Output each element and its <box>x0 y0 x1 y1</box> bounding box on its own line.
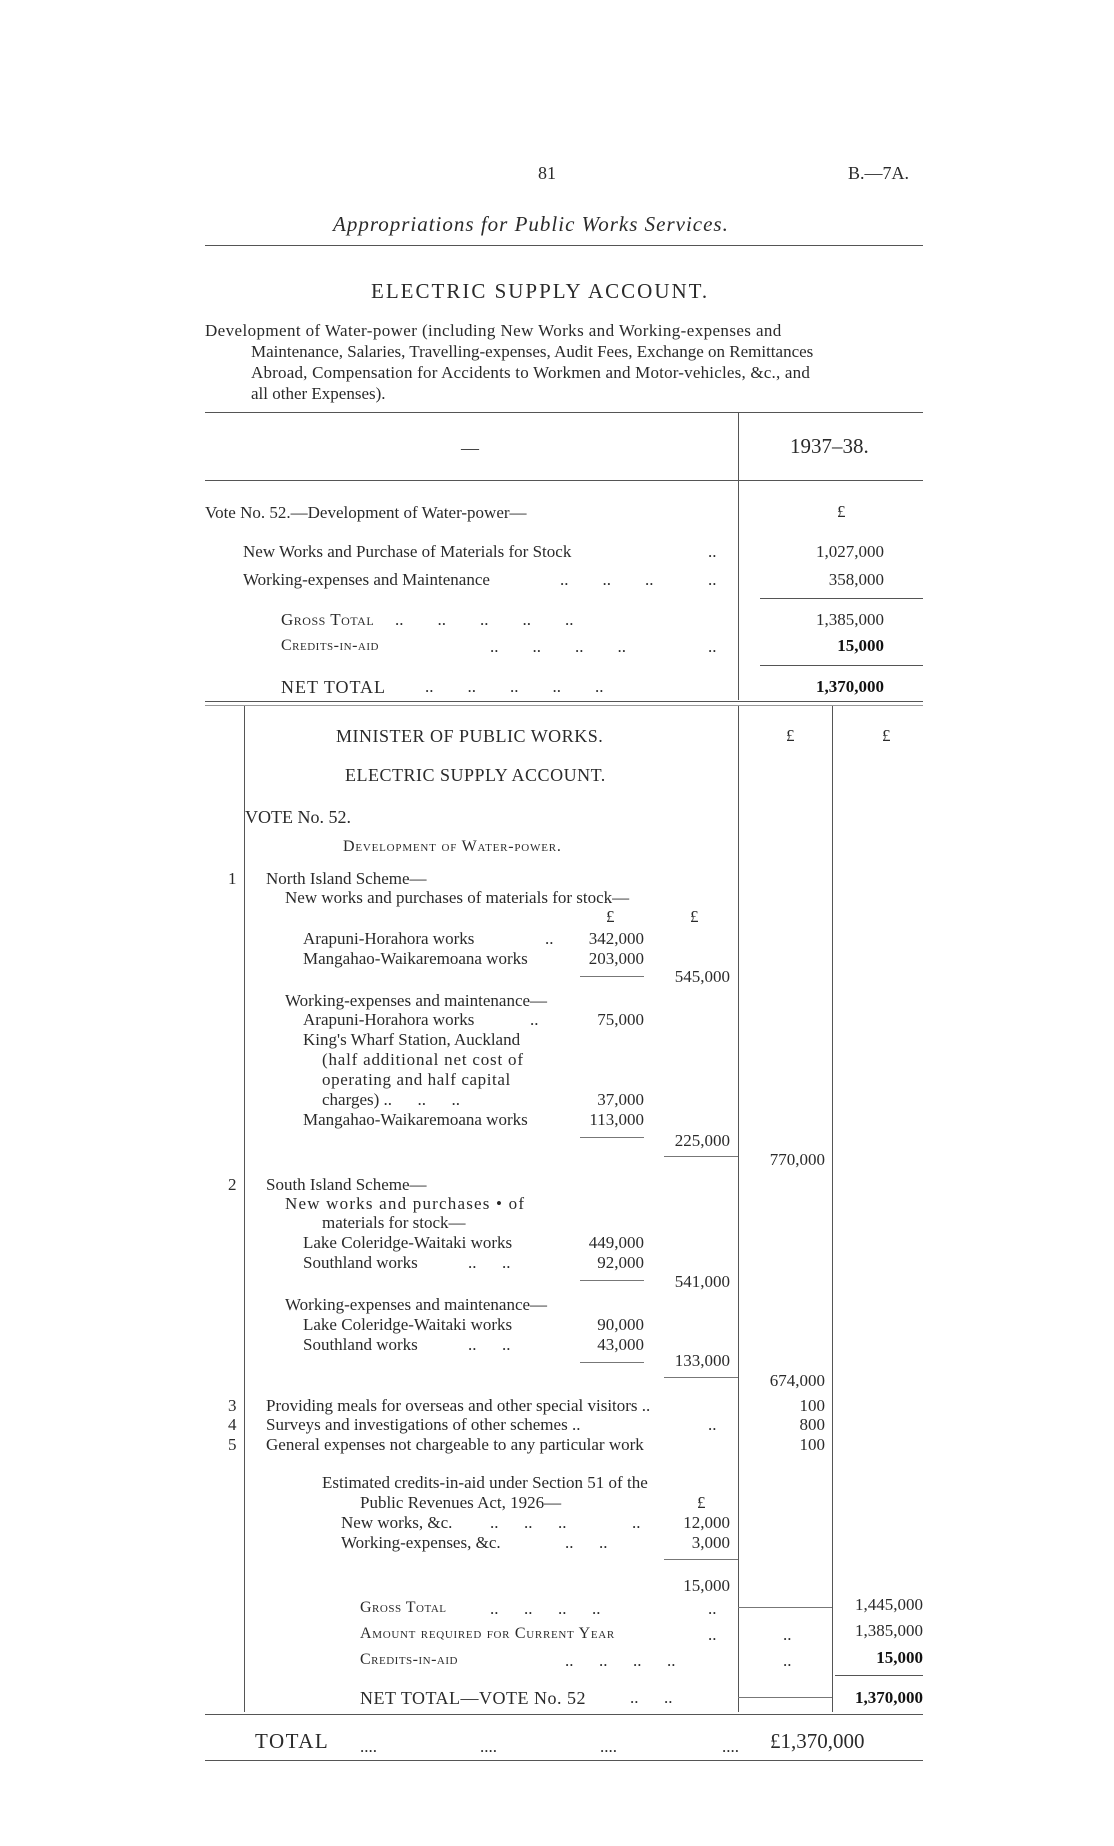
detail-gross-total-leader-end: .. <box>708 1599 717 1618</box>
item-4-label: Surveys and investigations of other schemes .. <box>266 1415 581 1434</box>
detail-gross-total-value: 1,445,000 <box>855 1595 923 1614</box>
summary-row-working-expenses-leader-end: .. <box>708 570 717 589</box>
item-4-leader: .. <box>708 1415 717 1434</box>
credits-note-new-works-label: New works, &c. <box>341 1513 453 1532</box>
grand-total-label: TOTAL <box>255 1729 330 1753</box>
credits-note-new-works-value: 12,000 <box>683 1513 730 1532</box>
summary-credits-leader: .. .. .. .. <box>490 637 626 656</box>
item-1-col2-rule <box>664 1156 738 1157</box>
detail-credits-leader: .. .. .. .. <box>565 1651 676 1670</box>
detail-gross-rule <box>738 1607 832 1608</box>
description-line-4: all other Expenses). <box>251 384 386 403</box>
detail-heading-minister: MINISTER OF PUBLIC WORKS. <box>336 726 604 746</box>
summary-row-new-works-leader: .. <box>708 542 717 561</box>
item-1-mangahao-nw-value: 203,000 <box>588 949 644 968</box>
detail-col3-divider <box>738 706 739 1712</box>
item-2-we-label: Working-expenses and maintenance— <box>285 1295 548 1314</box>
item-1-kings-line-3: operating and half capital <box>322 1070 511 1089</box>
detail-net-total-leader: .. .. <box>630 1688 673 1707</box>
detail-col4-currency: £ <box>882 726 891 745</box>
credits-note-total: 15,000 <box>683 1576 730 1595</box>
grand-total-value: £1,370,000 <box>770 1729 865 1753</box>
summary-row-working-expenses-label: Working-expenses and Maintenance <box>243 570 490 589</box>
description-line-1: Development of Water-power (including New Works and Working-expenses and <box>205 321 782 340</box>
item-1-arapuni-we-leader: .. <box>530 1010 539 1029</box>
item-2-southland-nw-label: Southland works <box>303 1253 418 1272</box>
item-1-we-rule <box>580 1137 644 1138</box>
credits-note-we-label: Working-expenses, &c. <box>341 1533 501 1552</box>
item-1-mangahao-we-label: Mangahao-Waikaremoana works <box>303 1110 528 1129</box>
item-2-southland-we-leader: .. .. <box>468 1335 511 1354</box>
item-2-southland-we-value: 43,000 <box>597 1335 644 1354</box>
summary-net-total-leader: .. .. .. .. .. <box>425 677 604 696</box>
summary-credits-leader-end: .. <box>708 637 717 656</box>
detail-amount-required-label: Amount required for Current Year <box>360 1625 615 1642</box>
item-2-new-works-line-1: New works and purchases • of <box>285 1194 526 1213</box>
description-line-2: Maintenance, Salaries, Travelling-expenses, Audit Fees, Exchange on Remittances <box>251 342 814 361</box>
detail-number-column-divider <box>244 706 245 1712</box>
title-rule <box>205 245 923 246</box>
credits-note-line-1: Estimated credits-in-aid under Section 51 of the <box>322 1473 648 1492</box>
summary-net-total-value: 1,370,000 <box>816 677 884 696</box>
summary-row-new-works-value: 1,027,000 <box>816 542 884 561</box>
item-2-we-rule <box>580 1362 644 1363</box>
grand-total-leader-2: .... <box>480 1737 497 1756</box>
summary-gross-total-value: 1,385,000 <box>816 610 884 629</box>
item-2-new-works-total: 541,000 <box>674 1272 730 1291</box>
item-2-southland-we-label: Southland works <box>303 1335 418 1354</box>
item-5-label: General expenses not chargeable to any particular work <box>266 1435 644 1454</box>
page-title: Appropriations for Public Works Services. <box>333 212 729 236</box>
item-3-value: 100 <box>799 1396 825 1415</box>
item-1-sub-currency-1: £ <box>606 907 615 926</box>
item-2-coleridge-nw-value: 449,000 <box>588 1233 644 1252</box>
description-line-3: Abroad, Compensation for Accidents to Workmen and Motor-vehicles, &c., and <box>251 363 811 382</box>
detail-vote: VOTE No. 52. <box>245 807 351 827</box>
summary-credits-label: Credits-in-aid <box>281 637 379 654</box>
item-1-sub-currency-2: £ <box>690 907 699 926</box>
detail-amount-required-leader: .. <box>708 1625 717 1644</box>
item-1-arapuni-we-value: 75,000 <box>597 1010 644 1029</box>
item-1-we-label: Working-expenses and maintenance— <box>285 991 548 1010</box>
detail-credits-label: Credits-in-aid <box>360 1651 458 1668</box>
item-4-value: 800 <box>799 1415 825 1434</box>
detail-subheading: Development of Water-power. <box>343 838 562 855</box>
summary-currency: £ <box>837 502 846 521</box>
summary-col-year-header: 1937–38. <box>790 434 869 458</box>
summary-net-rule <box>760 665 923 666</box>
grand-total-bottom-rule <box>205 1760 923 1761</box>
item-1-new-works-total: 545,000 <box>674 967 730 986</box>
item-5-value: 100 <box>799 1435 825 1454</box>
credits-note-currency: £ <box>697 1493 706 1512</box>
detail-net-rule <box>835 1675 923 1676</box>
item-1-kings-line-4: charges) .. .. .. <box>322 1090 461 1109</box>
item-1-arapuni-nw-value: 342,000 <box>588 929 644 948</box>
item-2-southland-nw-value: 92,000 <box>597 1253 644 1272</box>
item-1-mangahao-nw-label: Mangahao-Waikaremoana works <box>303 949 528 968</box>
detail-gross-total-leader: .. .. .. .. <box>490 1599 601 1618</box>
credits-note-we-leader: .. .. <box>565 1533 608 1552</box>
detail-bottom-rule <box>205 1714 923 1715</box>
detail-heading-account: ELECTRIC SUPPLY ACCOUNT. <box>345 765 606 785</box>
item-2-southland-nw-leader: .. .. <box>468 1253 511 1272</box>
item-1-arapuni-nw-label: Arapuni-Horahora works <box>303 929 475 948</box>
detail-amount-required-value: 1,385,000 <box>855 1621 923 1640</box>
summary-row-working-expenses-leader: .. .. .. <box>560 570 654 589</box>
credits-note-new-works-leader: .. .. .. <box>490 1513 567 1532</box>
item-1-we-total: 225,000 <box>674 1131 730 1150</box>
item-1-scheme-total: 770,000 <box>769 1150 825 1169</box>
summary-col-left-header: — <box>461 438 479 458</box>
summary-bottom-rule-2 <box>205 705 923 706</box>
summary-column-divider <box>738 412 739 700</box>
summary-heading: ELECTRIC SUPPLY ACCOUNT. <box>371 279 710 303</box>
item-1-arapuni-we-label: Arapuni-Horahora works <box>303 1010 475 1029</box>
document-reference: B.—7A. <box>848 163 910 183</box>
item-4-number: 4 <box>228 1415 237 1434</box>
grand-total-leader-4: .... <box>722 1737 739 1756</box>
item-2-we-total: 133,000 <box>674 1351 730 1370</box>
item-1-new-works-label: New works and purchases of materials for stock— <box>285 888 630 907</box>
summary-credits-value: 15,000 <box>837 636 884 655</box>
detail-amount-required-col3-leader: .. <box>783 1625 792 1644</box>
summary-row-working-expenses-value: 358,000 <box>828 570 884 589</box>
detail-gross-total-label: Gross Total <box>360 1599 447 1616</box>
item-1-kings-value: 37,000 <box>597 1090 644 1109</box>
item-2-scheme-total: 674,000 <box>769 1371 825 1390</box>
grand-total-leader-1: .... <box>360 1737 377 1756</box>
summary-table-top-rule <box>205 412 923 413</box>
item-2-number: 2 <box>228 1175 237 1194</box>
summary-gross-total-leader: .. .. .. .. .. <box>395 610 574 629</box>
item-2-new-works-line-2: materials for stock— <box>322 1213 466 1232</box>
item-2-coleridge-we-value: 90,000 <box>597 1315 644 1334</box>
page-number: 81 <box>538 163 556 183</box>
summary-vote-label: Vote No. 52.—Development of Water-power— <box>205 503 527 522</box>
item-1-nw-rule <box>580 976 644 977</box>
detail-credits-value: 15,000 <box>876 1648 923 1667</box>
item-1-mangahao-we-value: 113,000 <box>589 1110 644 1129</box>
item-2-col2-rule <box>664 1377 738 1378</box>
summary-row-new-works-label: New Works and Purchase of Materials for Stock <box>243 542 572 561</box>
summary-header-rule <box>205 480 923 481</box>
summary-subtotal-rule <box>760 598 923 599</box>
item-1-title: North Island Scheme— <box>266 869 427 888</box>
item-1-kings-line-2: (half additional net cost of <box>322 1050 524 1069</box>
item-2-coleridge-we-label: Lake Coleridge-Waitaki works <box>303 1315 513 1334</box>
item-1-number: 1 <box>228 869 237 888</box>
credits-note-new-works-leader-end: .. <box>632 1513 641 1532</box>
item-2-nw-rule <box>580 1280 644 1281</box>
detail-net-dash-rule <box>738 1697 832 1698</box>
detail-net-total-label: NET TOTAL—VOTE No. 52 <box>360 1688 587 1708</box>
credits-note-we-value: 3,000 <box>691 1533 730 1552</box>
credits-note-rule <box>664 1559 738 1560</box>
grand-total-leader-3: .... <box>600 1737 617 1756</box>
item-1-arapuni-nw-leader: .. <box>545 929 554 948</box>
detail-col3-currency: £ <box>786 726 795 745</box>
detail-credits-col3-leader: .. <box>783 1651 792 1670</box>
detail-col4-divider <box>832 706 833 1712</box>
summary-net-total-label: NET TOTAL <box>281 677 387 697</box>
item-3-label: Providing meals for overseas and other special visitors .. <box>266 1396 651 1415</box>
summary-gross-total-label: Gross Total <box>281 610 375 629</box>
item-5-number: 5 <box>228 1435 237 1454</box>
item-2-coleridge-nw-label: Lake Coleridge-Waitaki works <box>303 1233 513 1252</box>
item-2-title: South Island Scheme— <box>266 1175 427 1194</box>
summary-bottom-rule <box>205 701 923 702</box>
item-3-number: 3 <box>228 1396 237 1415</box>
credits-note-line-2: Public Revenues Act, 1926— <box>360 1493 562 1512</box>
item-1-kings-line-1: King's Wharf Station, Auckland <box>303 1030 521 1049</box>
detail-net-total-value: 1,370,000 <box>855 1688 923 1707</box>
